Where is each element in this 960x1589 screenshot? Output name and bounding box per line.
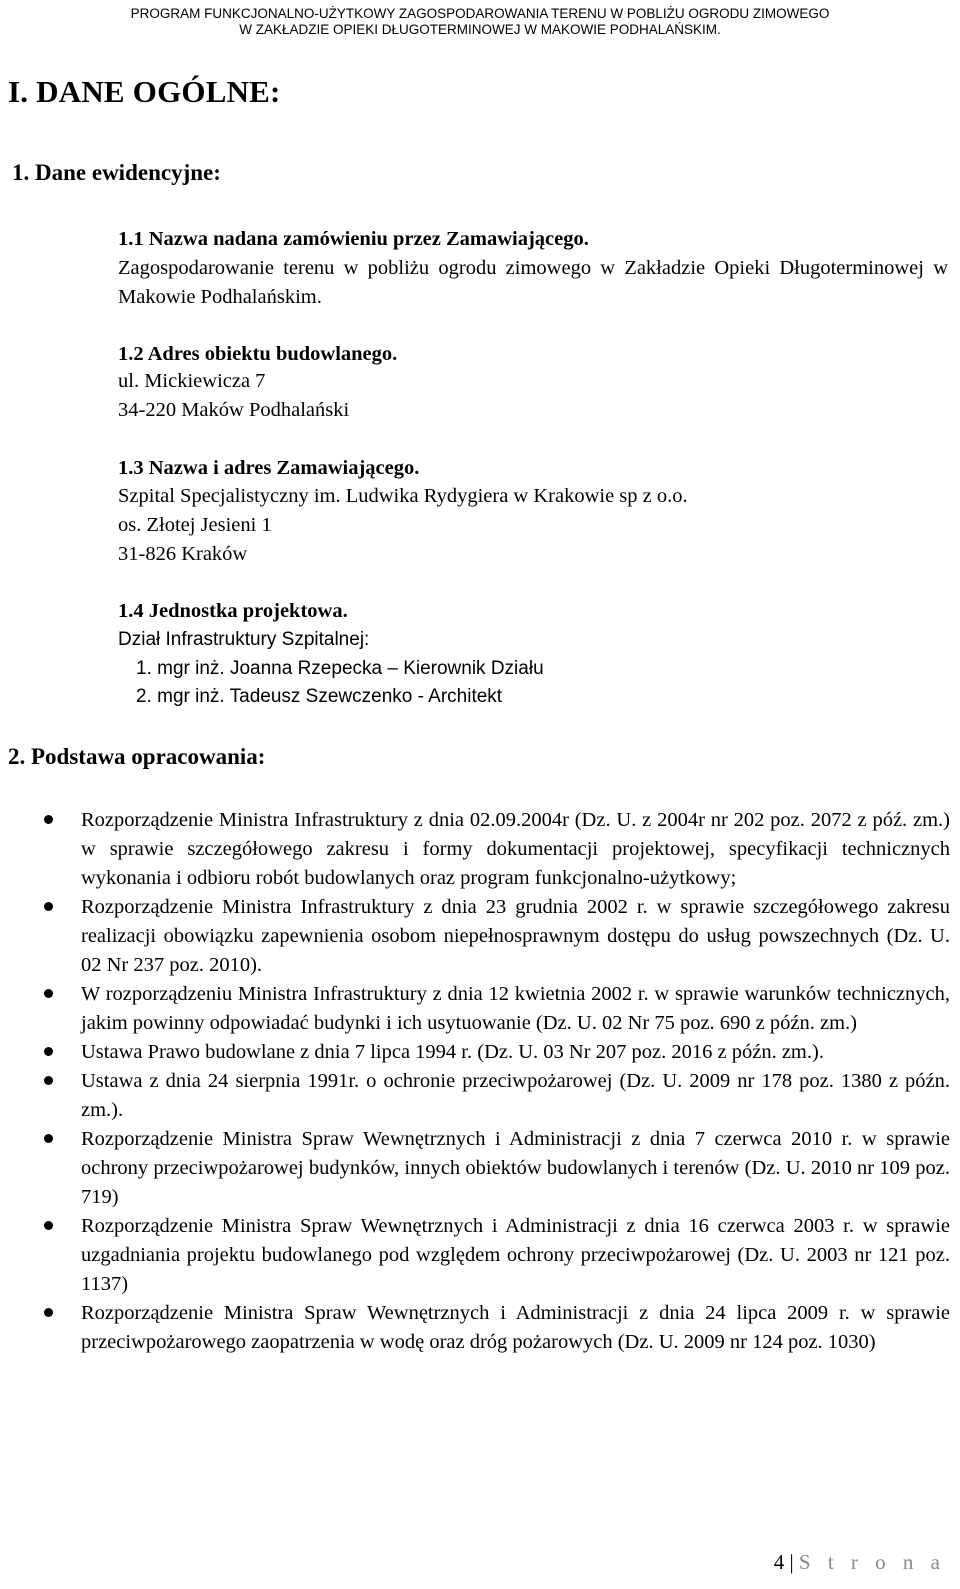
address-city: 34-220 Maków Podhalański bbox=[118, 399, 350, 421]
bullet-icon bbox=[44, 815, 53, 824]
list-item: Rozporządzenie Ministra Infrastruktury z dnia 02.09.2004r (Dz. U. z 2004r nr 202 poz. 2072 z póź. zm.) w sprawie szczegółowego zakresu i formy dokumentacji projektowej, specyfikacji technicznych wykonania i odbioru robót budowlanych oraz program funkcjonalno-użytkowy; bbox=[44, 806, 950, 893]
address-street: ul. Mickiewicza 7 bbox=[118, 370, 266, 392]
item-1-3-heading: 1.3 Nazwa i adres Zamawiającego. bbox=[118, 457, 420, 479]
bullet-icon bbox=[44, 1134, 53, 1143]
running-header-line-1: PROGRAM FUNKCJONALNO-UŻYTKOWY ZAGOSPODAROWANIA TERENU W POBLIŻU OGRODU ZIMOWEGO bbox=[130, 6, 830, 21]
designer-2: 2. mgr inż. Tadeusz Szewczenko - Architekt bbox=[136, 686, 503, 707]
bullet-icon bbox=[44, 902, 53, 911]
section-1-title: I. DANE OGÓLNE: bbox=[8, 74, 281, 109]
item-1-4-heading: 1.4 Jednostka projektowa. bbox=[118, 600, 348, 622]
client-name: Szpital Specjalistyczny im. Ludwika Rydygiera w Krakowie sp z o.o. bbox=[118, 485, 688, 507]
legal-basis-list bbox=[44, 806, 950, 1357]
item-1-1-text: Zagospodarowanie terenu w pobliżu ogrodu zimowego w Zakładzie Opieki Długoterminowej w Makowie Podhalańskim. bbox=[118, 257, 948, 308]
bullet-icon bbox=[44, 1076, 53, 1085]
section-2-title: 2. Podstawa opracowania: bbox=[8, 744, 266, 769]
bullet-icon bbox=[44, 1308, 53, 1317]
list-item: Rozporządzenie Ministra Spraw Wewnętrznych i Administracji z dnia 24 lipca 2009 r. w sprawie przeciwpożarowego zaopatrzenia w wodę oraz dróg pożarowych (Dz. U. 2009 nr 124 poz. 1030) bbox=[44, 1299, 950, 1357]
list-item: Rozporządzenie Ministra Infrastruktury z dnia 23 grudnia 2002 r. w sprawie szczegółowego zakresu realizacji obowiązku zapewnienia osobom niepełnosprawnym dostępu do usług powszechnych (Dz. U. 02 Nr 237 poz. 2010). bbox=[44, 893, 950, 980]
running-header-line-2: W ZAKŁADZIE OPIEKI DŁUGOTERMINOWEJ W MAKOWIE PODHALAŃSKIM. bbox=[239, 22, 721, 37]
list-item: Ustawa z dnia 24 sierpnia 1991r. o ochronie przeciwpożarowej (Dz. U. 2009 nr 178 poz. 1380 z późn. zm.). bbox=[44, 1067, 950, 1125]
design-department: Dział Infrastruktury Szpitalnej: bbox=[118, 629, 370, 650]
subsection-title-dane-ewidencyjne: 1. Dane ewidencyjne: bbox=[12, 160, 221, 185]
item-1-1-heading: 1.1 Nazwa nadana zamówieniu przez Zamawiającego. bbox=[118, 228, 589, 250]
bullet-icon bbox=[44, 1047, 53, 1056]
list-item: W rozporządzeniu Ministra Infrastruktury z dnia 12 kwietnia 2002 r. w sprawie warunków technicznych, jakim powinny odpowiadać budynki i ich usytuowanie (Dz. U. 02 Nr 75 poz. 690 z późn. zm.) bbox=[44, 980, 950, 1038]
designer-1: 1. mgr inż. Joanna Rzepecka – Kierownik Działu bbox=[136, 658, 544, 679]
page-word: S t r o n a bbox=[798, 1550, 946, 1574]
list-item: Rozporządzenie Ministra Spraw Wewnętrznych i Administracji z dnia 7 czerwca 2010 r. w sprawie ochrony przeciwpożarowej budynków, innych obiektów budowlanych i terenów (Dz. U. 2010 nr 109 poz. 719) bbox=[44, 1125, 950, 1212]
list-item: Rozporządzenie Ministra Spraw Wewnętrznych i Administracji z dnia 16 czerwca 2003 r. w sprawie uzgadniania projektu budowlanego pod względem ochrony przeciwpożarowej (Dz. U. 2003 nr 121 poz. 1137) bbox=[44, 1212, 950, 1299]
item-1-2-heading: 1.2 Adres obiektu budowlanego. bbox=[118, 343, 398, 365]
page-footer bbox=[774, 1550, 946, 1575]
list-item: Ustawa Prawo budowlane z dnia 7 lipca 1994 r. (Dz. U. 03 Nr 207 poz. 2016 z późn. zm.). bbox=[44, 1038, 950, 1067]
bullet-icon bbox=[44, 1221, 53, 1230]
bullet-icon bbox=[44, 989, 53, 998]
client-street: os. Złotej Jesieni 1 bbox=[118, 514, 272, 536]
footer-separator: | bbox=[789, 1550, 794, 1574]
page-number: 4 bbox=[773, 1550, 785, 1574]
client-city: 31-826 Kraków bbox=[118, 543, 248, 565]
